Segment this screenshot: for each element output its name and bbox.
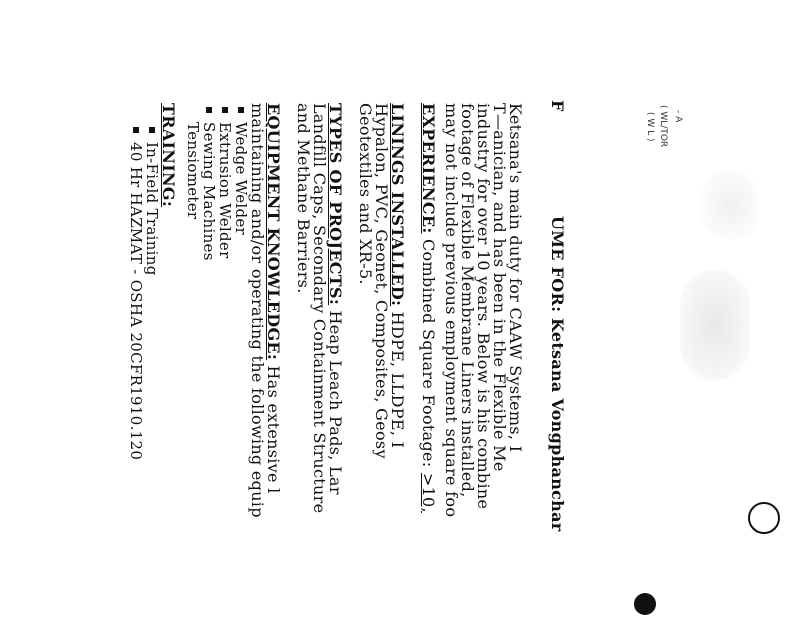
bullet-icon [238,107,244,113]
equipment-item: Sewing Machines [200,122,218,261]
header-fragment: F [548,100,567,112]
linings-line: Hypalon, PVC, Geonet, Composites, Geosy [372,103,391,459]
scan-smudge [700,170,760,240]
equipment-item: Wedge Welder [232,122,250,236]
linings-text: HDPE, LLDPE, I [388,306,407,449]
person-name: Ketsana Vongphanchar [548,318,567,532]
intro-line: may not include previous employment square foo [442,103,461,518]
bullet-icon [222,107,228,113]
projects-line: Landfill Caps, Secondary Containment Structure [310,103,329,514]
experience-heading: EXPERIENCE: [419,103,438,234]
training-item: 40 Hr HAZMAT - OSHA 20CFR1910.120 [127,142,145,461]
margin-note: ( W L ) [645,112,655,142]
equipment-item: Extrusion Welder [216,122,234,259]
projects-line [327,103,343,495]
bullet-icon [133,127,139,133]
equipment-heading: EQUIPMENT KNOWLEDGE: [264,103,283,361]
equipment-line [265,103,281,494]
intro-line: industry for over 10 years. Below is his combine [474,103,493,510]
punch-hole-open [748,502,780,534]
resume-title: UME FOR: [548,216,567,313]
intro-line: footage of Flexible Membrane Liners installed, [458,103,477,498]
experience-line [420,103,436,513]
intro-line: Ketsana's main duty for CAAW Systems, I [506,103,525,453]
experience-value: >10, [419,472,438,513]
rotated-document-page [80,0,683,640]
experience-text: Combined Square Footage: [419,233,438,473]
projects-line: and Methane Barriers. [294,103,313,294]
intro-line: T—anician, and has been in the Flexible Me [490,103,509,472]
bullet-icon [149,127,155,133]
equipment-text: Has extensive l [264,360,283,494]
training-item: In-Field Training [143,142,161,276]
punch-hole-filled [634,593,656,615]
margin-note: - A [673,110,683,123]
bullet-icon [206,107,212,113]
equipment-item: Tensiometer [184,122,202,220]
training-heading: TRAINING: [159,103,178,208]
scan-smudge [680,270,750,380]
linings-heading: LININGS INSTALLED: [388,103,407,307]
margin-note: ( WL/TOR [658,105,668,148]
linings-line [389,103,405,448]
projects-text: Heap Leach Pads, Lar [326,305,345,495]
projects-heading: TYPES OF PROJECTS: [326,103,345,306]
equipment-line: maintaining and/or operating the following equip [248,103,267,518]
linings-line: Geotextiles and XR-5. [356,103,375,285]
